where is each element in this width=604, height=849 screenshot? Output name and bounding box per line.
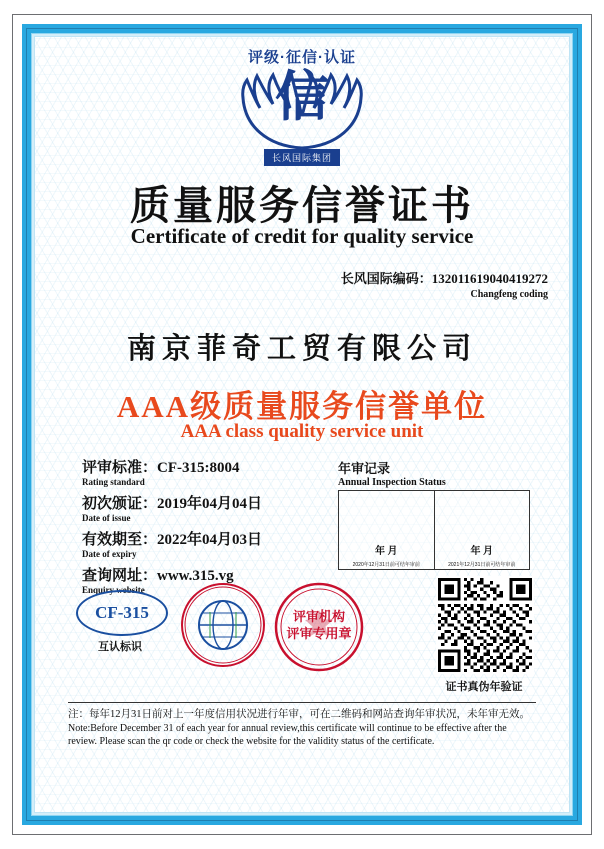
annual-inspection-block xyxy=(338,458,530,570)
coding-block xyxy=(341,268,548,300)
company-name: 南京菲奇工贸有限公司 xyxy=(126,333,477,365)
cf-mark-label: 互认标识 xyxy=(98,641,142,653)
inspection-title-cn: 年审记录 xyxy=(338,461,391,476)
detail-cn: 评审标准：CF-315:8004 xyxy=(82,460,240,476)
footer-note-en: Note:Before December 31 of each year for annual review,this certificate will continue to be effective after the review. Please scan the qr code or check the website for the validity status of the certificate. xyxy=(68,723,507,747)
detail-cn: 查询网址：www.315.vg xyxy=(82,568,234,584)
detail-en: Enquiry website xyxy=(82,585,145,595)
inspection-cell xyxy=(339,491,435,569)
coding-label-cn: 长风国际编码： xyxy=(340,271,432,286)
detail-en: Rating standard xyxy=(82,477,145,487)
review-seal-line-2: 评审专用章 xyxy=(286,626,352,641)
detail-item xyxy=(82,532,332,560)
inspection-table xyxy=(338,490,530,570)
coding-label-en: Changfeng coding xyxy=(470,289,548,300)
inspection-cell xyxy=(435,491,530,569)
detail-en: Date of issue xyxy=(82,513,131,523)
certificate-title-en: Certificate of credit for quality service xyxy=(130,224,474,248)
review-seal-text xyxy=(274,608,364,642)
emblem-character: 信 xyxy=(275,67,329,127)
emblem xyxy=(34,42,570,172)
detail-item xyxy=(82,496,332,524)
qr-code-label: 证书真伪年验证 xyxy=(445,681,523,693)
award-title-cn: AAA级质量服务信誉单位 xyxy=(116,389,488,424)
coding-number: 132011619040419272 xyxy=(431,271,548,286)
badges-row xyxy=(34,578,570,693)
detail-en: Date of expiry xyxy=(82,549,137,559)
inspection-title-en: Annual Inspection Status xyxy=(338,477,446,488)
certificate-title-cn: 质量服务信誉证书 xyxy=(130,183,474,228)
cf-mark-badge: CF-315 xyxy=(76,590,168,636)
certificate-content xyxy=(34,36,570,813)
detail-cn: 有效期至：2022年04月03日 xyxy=(82,532,263,548)
footer-note-cn: 注：每年12月31日前对上一年度信用状况进行年审，可在二维码和网站查询年审状况，未年审无效。 xyxy=(68,709,530,720)
footer-note xyxy=(68,702,536,748)
emblem-wrapper xyxy=(207,44,397,170)
inspection-cell-note: 2020年12月31日前可结年审前 xyxy=(352,562,420,568)
inspection-cell-date: 年 月 xyxy=(470,546,493,557)
inspection-cell-note: 2021年12月31日前可结年审前 xyxy=(448,562,516,568)
globe-seal-icon xyxy=(180,582,266,668)
review-seal-line-1: 评审机构 xyxy=(292,609,345,624)
emblem-ribbon-text: 长风国际集团 xyxy=(264,149,340,166)
inspection-cell-date: 年 月 xyxy=(375,546,398,557)
emblem-arc-text: 评级·征信·认证 xyxy=(248,49,356,66)
coding-cn xyxy=(341,268,548,287)
qr-code[interactable] xyxy=(436,576,534,674)
award-title-en: AAA class quality service unit xyxy=(180,421,424,442)
detail-cn: 初次颁证：2019年04月04日 xyxy=(82,496,263,512)
detail-item xyxy=(82,460,332,488)
